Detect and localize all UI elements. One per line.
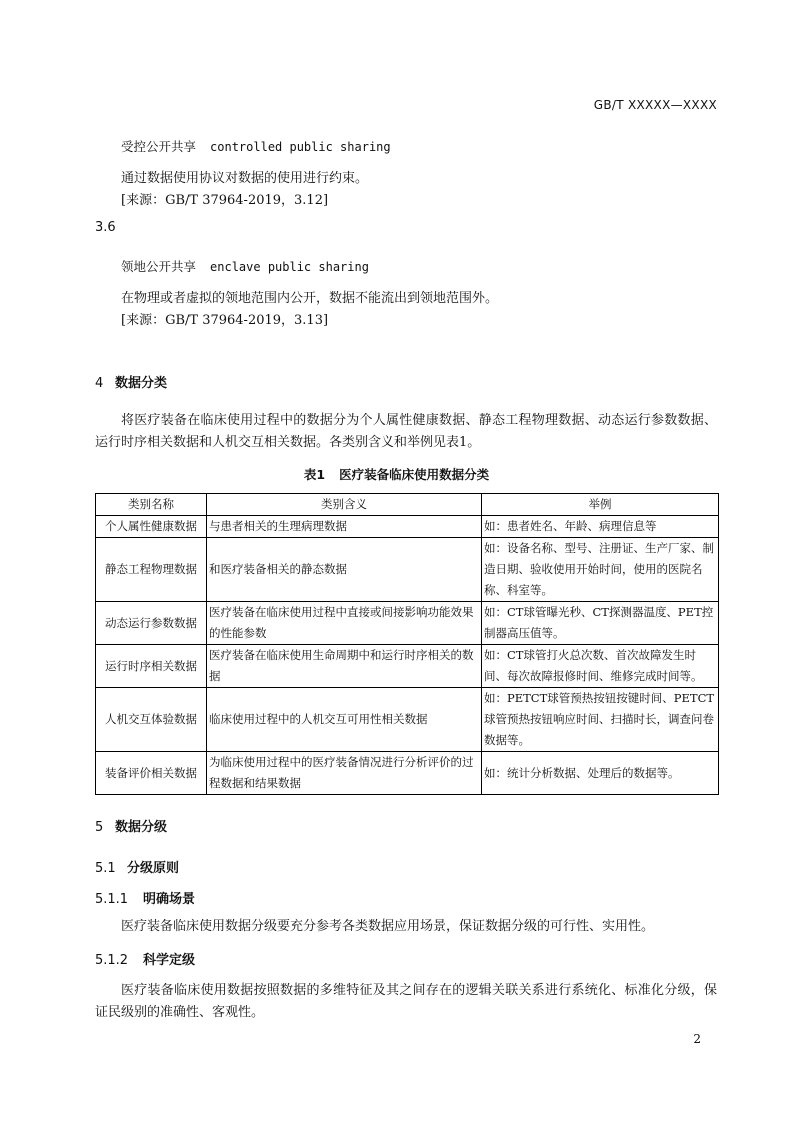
section-4-paragraph: 将医疗装备在临床使用过程中的数据分为个人属性健康数据、静态工程物理数据、动态运行参数数据、运行时序相关数据和人机交互相关数据。各类别含义和举例见表1。 <box>95 413 717 450</box>
column-header: 类别名称 <box>96 494 207 516</box>
term-heading-enclave-public-sharing <box>121 257 369 275</box>
table-row <box>96 602 719 645</box>
term-source: [来源：GB/T 37964-2019，3.13] <box>121 313 329 328</box>
category-name-cell: 动态运行参数数据 <box>96 602 207 645</box>
table-caption <box>0 465 793 483</box>
section-heading-5-1 <box>95 857 179 876</box>
table-row <box>96 516 719 538</box>
category-meaning-cell: 医疗装备在临床使用生命周期中和运行时序相关的数据 <box>207 645 482 688</box>
term-zh: 受控公开共享 <box>121 139 197 154</box>
section-heading-5 <box>95 816 167 835</box>
section-number: 4 <box>95 376 104 391</box>
table-row <box>96 645 719 688</box>
section-5-1-2-paragraph: 医疗装备临床使用数据按照数据的多维特征及其之间存在的逻辑关联关系进行系统化、标准化分级，保证民级别的准确性、客观性。 <box>95 983 717 1020</box>
table-header-row <box>96 494 719 516</box>
example-cell: 如：统计分析数据、处理后的数据等。 <box>482 752 719 795</box>
section-title: 明确场景 <box>143 892 196 907</box>
section-title: 分级原则 <box>127 861 180 876</box>
category-name-cell: 静态工程物理数据 <box>96 538 207 602</box>
section-heading-5-1-2 <box>95 949 195 968</box>
column-header: 举例 <box>482 494 719 516</box>
category-meaning-cell: 和医疗装备相关的静态数据 <box>207 538 482 602</box>
column-header: 类别含义 <box>207 494 482 516</box>
term-source: [来源：GB/T 37964-2019，3.12] <box>121 193 329 208</box>
section-heading-5-1-1 <box>95 888 195 907</box>
example-cell: 如：设备名称、型号、注册证、生产厂家、制造日期、验收使用开始时间，使用的医院名称、科室等。 <box>482 538 719 602</box>
term-definition: 在物理或者虚拟的领地范围内公开，数据不能流出到领地范围外。 <box>121 291 499 306</box>
clause-number-3-6: 3.6 <box>95 220 116 235</box>
term-definition: 通过数据使用协议对数据的使用进行约束。 <box>121 171 369 186</box>
example-cell: 如：PETCT球管预热按钮按键时间、PETCT球管预热按钮响应时间、扫描时长，调查问卷数据等。 <box>482 688 719 752</box>
page-number: 2 <box>693 1032 701 1046</box>
standard-code: GB/T XXXXX—XXXX <box>593 98 717 112</box>
category-name-cell: 人机交互体验数据 <box>96 688 207 752</box>
section-number: 5.1 <box>95 861 116 876</box>
section-title: 科学定级 <box>143 953 196 968</box>
table-caption-title: 医疗装备临床使用数据分类 <box>339 467 490 482</box>
section-title: 数据分类 <box>115 376 168 391</box>
category-name-cell: 装备评价相关数据 <box>96 752 207 795</box>
category-meaning-cell: 与患者相关的生理病理数据 <box>207 516 482 538</box>
table-caption-number: 表1 <box>303 467 326 482</box>
table-row <box>96 538 719 602</box>
section-number: 5.1.2 <box>95 953 129 968</box>
section-heading-4 <box>95 372 167 391</box>
data-classification-table <box>95 493 719 795</box>
section-number: 5 <box>95 820 104 835</box>
table-row <box>96 752 719 795</box>
term-en: controlled public sharing <box>210 140 391 154</box>
term-en: enclave public sharing <box>210 260 369 274</box>
category-name-cell: 个人属性健康数据 <box>96 516 207 538</box>
section-title: 数据分级 <box>115 820 168 835</box>
category-meaning-cell: 医疗装备在临床使用过程中直接或间接影响功能效果的性能参数 <box>207 602 482 645</box>
example-cell: 如：患者姓名、年龄、病理信息等 <box>482 516 719 538</box>
example-cell: 如：CT球管曝光秒、CT探测器温度、PET控制器高压值等。 <box>482 602 719 645</box>
table-row <box>96 688 719 752</box>
term-heading-controlled-public-sharing <box>121 137 391 155</box>
example-cell: 如：CT球管打火总次数、首次故障发生时间、每次故障报修时间、维修完成时间等。 <box>482 645 719 688</box>
term-zh: 领地公开共享 <box>121 259 197 274</box>
section-number: 5.1.1 <box>95 892 129 907</box>
category-meaning-cell: 为临床使用过程中的医疗装备情况进行分析评价的过程数据和结果数据 <box>207 752 482 795</box>
section-5-1-1-paragraph: 医疗装备临床使用数据分级要充分参考各类数据应用场景，保证数据分级的可行性、实用性。 <box>121 919 655 934</box>
category-meaning-cell: 临床使用过程中的人机交互可用性相关数据 <box>207 688 482 752</box>
category-name-cell: 运行时序相关数据 <box>96 645 207 688</box>
